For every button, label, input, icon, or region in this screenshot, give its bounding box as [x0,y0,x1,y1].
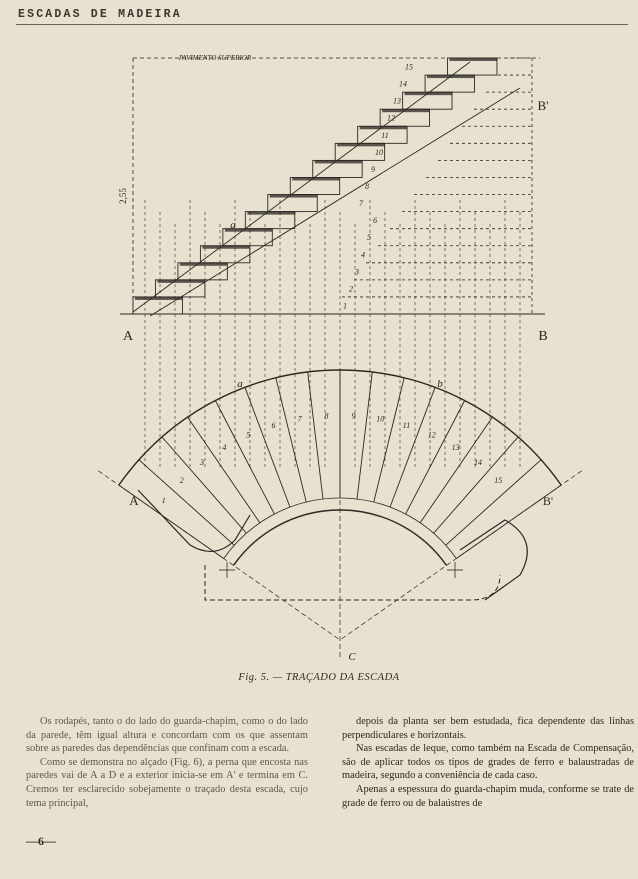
point-label: B [538,329,548,344]
plan-step-number: 11 [402,421,411,431]
plan-step-number: 10 [376,414,385,424]
elevation-step-number: 12 [387,113,395,123]
stringer-line [133,62,470,312]
elevation-step-number: 14 [399,79,407,89]
plan-step-number: 14 [473,458,482,468]
point-label: A [129,493,139,508]
plan-step-number: 3 [200,458,205,468]
elevation-step-number: 4 [361,250,365,260]
point-label: B' [537,98,549,113]
paragraph: Apenas a espessura do guarda-chapim muda, conforme se trate de grade de ferro ou de balaústres de [342,783,634,809]
elevation-step-number: 2 [349,284,353,294]
plan-step-number: 13 [451,443,460,453]
paragraph: Nas escadas de leque, como também na Escada de Compensação, são de aplicar todos os tipos de grades de ferro e balaustradas de madeira, segundo a conveniência de cada caso. [342,743,634,782]
point-label: A [122,329,134,344]
upper-floor-label: PAVIMENTO SUPERIOR [178,54,252,62]
plan-step-number: 2 [179,476,184,486]
point-label: C [348,651,356,663]
plan-step-number: 5 [246,430,251,440]
elevation-tread-nosing [180,263,227,266]
page-number: —6— [26,834,56,848]
point-label: b [437,378,443,390]
plan-newel-curl [138,490,250,551]
elevation-tread-nosing [135,297,182,300]
paragraph: Como se demonstra no alçado (Fig. 6), a perna que encosta nas paredes vai de A a D e a exterior inicia-se em A' e termina em C. Cremos ter esclarecido sobejamente o traçado desta escada, cujo tema principal, [26,756,308,809]
text-column-left [26,715,308,810]
plan-step-number: 8 [324,411,329,421]
point-label: B' [542,494,554,508]
elevation-tread-nosing [157,280,204,283]
elevation-step-number: 10 [375,147,383,157]
elevation-step-number: 9 [371,164,375,174]
elevation-step-number: 3 [355,267,359,277]
elevation-tread-nosing [292,177,339,180]
stringer-line [150,88,520,316]
plan-step-number: 7 [297,414,302,424]
paragraph: depois da planta ser bem estudada, fica dependente das linhas perpendiculares e horizontais. [342,716,634,741]
plan-tread-line [390,387,435,507]
plan-step-number: 12 [427,430,436,440]
point-label: a [237,378,243,390]
paragraph: Os rodapés, tanto o do lado do guarda-chapim, como o do lado da parede, têm igual altura e concordam com os que assentam sobre as paredes das dependências que confinam com a escada. [26,716,308,755]
plan-tread-line [374,378,404,502]
elevation-step-number: 1 [343,301,347,311]
elevation-step-number: 6 [373,216,377,226]
elevation-step-number: 7 [359,199,363,209]
height-dimension-label: 2,55 [118,188,128,204]
figure-caption: Fig. 5. — TRAÇADO DA ESCADA [238,672,400,683]
elevation-step-number: 13 [393,96,401,106]
text-column-right [342,715,634,810]
plan-step-number: 1 [161,496,166,506]
plan-tread-line [215,401,274,515]
plan-step-number: 9 [351,411,356,421]
elevation-tread-nosing [270,195,317,198]
plan-step-number: 15 [494,476,503,486]
plan-tread-line [406,401,465,515]
running-header: ESCADAS DE MADEIRA [18,8,182,21]
plan-step-number: 6 [271,421,276,431]
plan-step-number: 4 [222,443,227,453]
elevation-step-number: 5 [367,233,371,243]
elevation-tread-nosing [450,58,497,61]
elevation-step-number: 11 [381,130,389,140]
plan-tread-line [245,387,290,507]
point-label: a [230,219,236,231]
elevation-step-number: 8 [365,182,369,191]
plan-tread-line [276,378,306,502]
elevation-step-number: 15 [405,62,413,72]
